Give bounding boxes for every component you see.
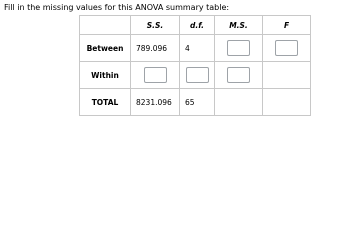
between-f-input[interactable] [275,40,298,56]
table-row-total [80,89,311,116]
within-df-cell [180,62,215,89]
total-df-value: 65 [180,89,215,116]
header-ms: M.S. [215,16,263,35]
row-label-between: Between [80,35,131,62]
within-df-input[interactable] [186,67,209,83]
header-corner-cell [80,16,131,35]
total-ms-cell [215,89,263,116]
within-ms-input[interactable] [227,67,250,83]
table-row-between [80,35,311,62]
anova-summary-table [79,15,311,116]
table-header-row [80,16,311,35]
within-ss-cell [131,62,180,89]
between-ss-value: 789.096 [131,35,180,62]
within-f-cell [263,62,311,89]
between-df-value: 4 [180,35,215,62]
total-ss-value: 8231.096 [131,89,180,116]
table-row-within [80,62,311,89]
between-f-cell [263,35,311,62]
row-label-total: TOTAL [80,89,131,116]
total-f-cell [263,89,311,116]
question-prompt: Fill in the missing values for this ANOVA summary table: [4,3,230,12]
row-label-within: Within [80,62,131,89]
header-df: d.f. [180,16,215,35]
header-f: F [263,16,311,35]
within-ms-cell [215,62,263,89]
header-ss: S.S. [131,16,180,35]
between-ms-cell [215,35,263,62]
between-ms-input[interactable] [227,40,250,56]
within-ss-input[interactable] [144,67,167,83]
